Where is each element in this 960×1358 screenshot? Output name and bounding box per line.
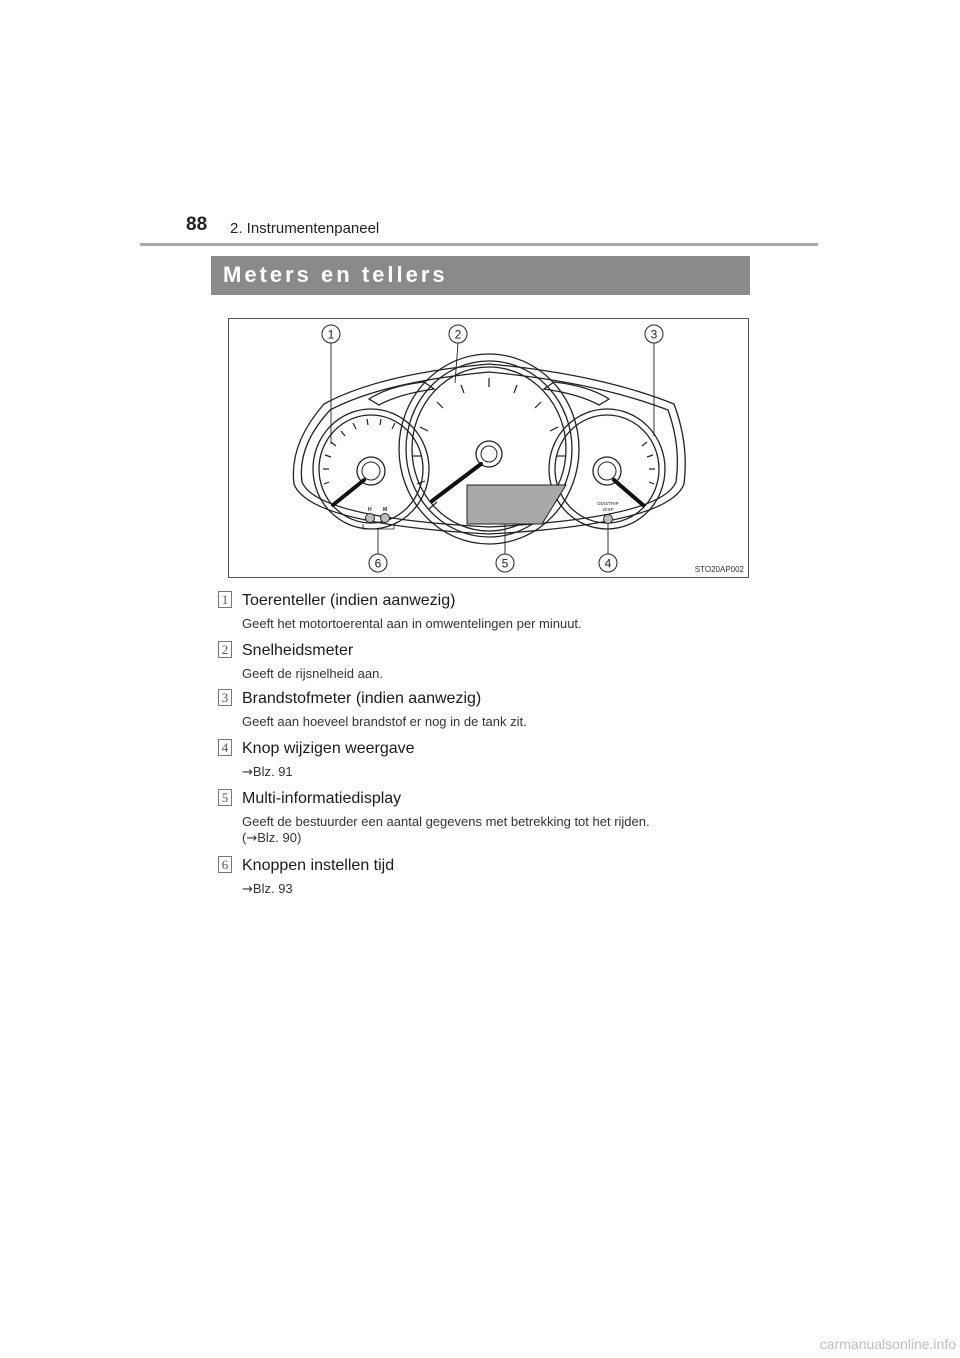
section-title: Meters en tellers <box>223 262 448 287</box>
item-number: 3 <box>218 689 232 706</box>
callout-2: 2 <box>454 327 462 342</box>
item-description: Geeft het motortoerental aan in omwentelingen per minuut. <box>242 616 582 631</box>
item-number: 6 <box>218 856 232 873</box>
arrow-right-icon: → <box>246 831 258 846</box>
item-number: 5 <box>218 789 232 806</box>
disp-label: DISP <box>603 507 614 512</box>
item-title: Snelheidsmeter <box>242 642 354 659</box>
watermark: carmanualsonline.info <box>819 1336 956 1352</box>
item-title: Multi-informatiedisplay <box>242 790 402 807</box>
header-divider <box>140 243 818 246</box>
callout-6: 6 <box>374 556 382 571</box>
callout-3: 3 <box>650 327 658 342</box>
arrow-right-icon: → <box>242 882 253 897</box>
item-title: Knop wijzigen weergave <box>242 740 415 757</box>
paren-open: ( <box>242 830 247 845</box>
item-title: Knoppen instellen tijd <box>242 857 395 874</box>
instrument-cluster-figure <box>228 318 749 578</box>
item-number: 2 <box>218 641 232 658</box>
item-page-reference <box>242 764 747 781</box>
minute-button-label: M <box>383 507 388 513</box>
chapter-title: 2. Instrumentenpaneel <box>230 220 380 237</box>
page-reference-link[interactable]: Blz. 91 <box>252 764 293 779</box>
page-reference-link[interactable]: Blz. 93 <box>252 881 293 896</box>
section-header <box>211 256 750 295</box>
paren-close: ) <box>297 830 302 845</box>
description-text: Geeft de bestuurder een aantal gegevens met betrekking tot het rijden. <box>242 814 650 829</box>
callout-4: 4 <box>604 556 612 571</box>
callout-1: 1 <box>327 327 335 342</box>
page-reference-link[interactable]: Blz. 90 <box>257 830 297 845</box>
figure-code: STO20AP002 <box>694 565 744 574</box>
instrument-cluster-illustration <box>229 319 749 578</box>
item-title: Brandstofmeter (indien aanwezig) <box>242 690 482 707</box>
hour-button-label: H <box>368 507 372 513</box>
page-number: 88 <box>186 214 208 235</box>
item-description: Geeft de rijsnelheid aan. <box>242 666 383 681</box>
item-description <box>242 814 747 847</box>
item-number: 4 <box>218 739 232 756</box>
item-description: Geeft aan hoeveel brandstof er nog in de tank zit. <box>242 714 527 729</box>
item-number: 1 <box>218 591 232 608</box>
arrow-right-icon: → <box>242 765 253 780</box>
item-title: Toerenteller (indien aanwezig) <box>242 592 456 609</box>
callout-5: 5 <box>501 556 509 571</box>
odo-trip-label: ODO/TRIP <box>597 501 619 506</box>
item-page-reference <box>242 881 747 898</box>
